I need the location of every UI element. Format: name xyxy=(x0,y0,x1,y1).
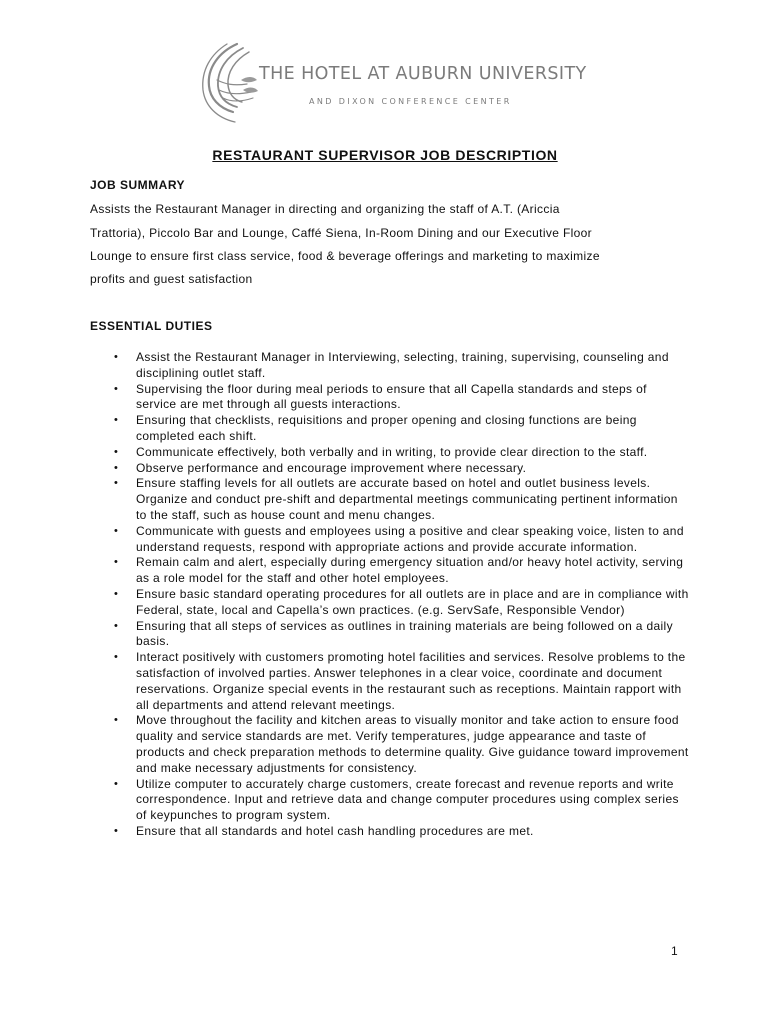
bullet-icon: • xyxy=(114,587,119,600)
bullet-icon: • xyxy=(114,414,119,427)
duty-text: Assist the Restaurant Manager in Interviewing, selecting, training, supervising, counseling and disciplining outlet staff. xyxy=(136,350,669,380)
list-item xyxy=(110,382,690,414)
hotel-logo xyxy=(197,40,597,130)
duty-text: Ensure staffing levels for all outlets are accurate based on hotel and outlet business levels. Organize and conduct pre-shift and departmental meetings communicating pertinent information to the staff, such as house count and menu changes. xyxy=(136,476,678,522)
duty-text: Communicate with guests and employees using a positive and clear speaking voice, listen to and understand requests, respond with appropriate actions and provide accurate information. xyxy=(136,523,684,554)
job-summary-line: Lounge to ensure first class service, food & beverage offerings and marketing to maximize xyxy=(90,249,600,263)
bullet-icon: • xyxy=(114,461,119,474)
job-summary-heading: JOB SUMMARY xyxy=(90,178,186,192)
duty-text: Ensuring that all steps of services as outlines in training materials are being followed on a daily basis. xyxy=(136,618,673,649)
duties-list xyxy=(110,350,690,840)
swirl-logo-icon xyxy=(197,40,259,124)
list-item xyxy=(110,587,690,619)
duty-text: Utilize computer to accurately charge customers, create forecast and revenue reports and write correspondence. Input and retrieve data and change computer procedures using complex series of keypunches to program system. xyxy=(136,776,679,823)
bullet-icon: • xyxy=(114,619,119,632)
bullet-icon: • xyxy=(114,351,119,363)
list-item xyxy=(110,824,690,840)
duty-text: Interact positively with customers promoting hotel facilities and services. Resolve problems to the satisfaction of involved parties. Answer telephones in a clear voice, coordinate and document reservations. Organize special events in the restaurant such as receptions. Maintain rapport with all departments and attend relevant meetings. xyxy=(136,650,686,712)
duty-text: Ensure basic standard operating procedures for all outlets are in place and are in compliance with Federal, state, local and Capella’s own practices. (e.g. ServSafe, Responsible Vendor) xyxy=(136,586,689,617)
bullet-icon: • xyxy=(114,382,119,395)
duty-text: Ensuring that checklists, requisitions and proper opening and closing functions are being completed each shift. xyxy=(136,413,637,443)
duty-text: Communicate effectively, both verbally and in writing, to provide clear direction to the staff. xyxy=(136,444,648,459)
list-item xyxy=(110,650,690,713)
bullet-icon: • xyxy=(114,651,119,664)
duty-text: Observe performance and encourage improvement where necessary. xyxy=(136,460,527,475)
list-item xyxy=(110,777,690,824)
list-item xyxy=(110,619,690,651)
hotel-name: THE HOTEL AT AUBURN UNIVERSITY xyxy=(259,64,587,84)
list-item xyxy=(110,461,690,477)
duty-text: Remain calm and alert, especially during emergency situation and/or heavy hotel activity, serving as a role model for the staff and other hotel employees. xyxy=(136,555,684,586)
list-item xyxy=(110,476,690,523)
bullet-icon: • xyxy=(114,714,119,727)
list-item xyxy=(110,713,690,776)
list-item xyxy=(110,555,690,587)
job-summary-line: profits and guest satisfaction xyxy=(90,272,253,286)
bullet-icon: • xyxy=(114,477,119,490)
job-summary-line: Trattoria), Piccolo Bar and Lounge, Caffé Siena, In-Room Dining and our Executive Floor xyxy=(90,226,593,240)
essential-duties-heading: ESSENTIAL DUTIES xyxy=(90,319,213,333)
list-item xyxy=(110,524,690,556)
bullet-icon: • xyxy=(114,445,119,458)
duty-text: Move throughout the facility and kitchen areas to visually monitor and take action to ensure food quality and service standards are met. Verify temperatures, judge appearance and taste of products and check preparation methods to determine quality. Give guidance toward improvement and make necessary adjustments for consistency. xyxy=(136,713,689,775)
bullet-icon: • xyxy=(114,777,119,790)
duty-text: Supervising the floor during meal periods to ensure that all Capella standards and steps of service are met through all guests interactions. xyxy=(136,381,647,412)
bullet-icon: • xyxy=(114,824,119,837)
page-title: RESTAURANT SUPERVISOR JOB DESCRIPTION xyxy=(212,147,558,163)
list-item xyxy=(110,445,690,461)
duty-text: Ensure that all standards and hotel cash handling procedures are met. xyxy=(136,823,534,838)
bullet-icon: • xyxy=(114,556,119,569)
job-summary-line: Assists the Restaurant Manager in directing and organizing the staff of A.T. (Ariccia xyxy=(90,202,560,216)
list-item xyxy=(110,350,690,382)
page-number: 1 xyxy=(671,944,678,958)
list-item xyxy=(110,413,690,445)
bullet-icon: • xyxy=(114,524,119,537)
hotel-subtitle: AND DIXON CONFERENCE CENTER xyxy=(309,97,512,106)
